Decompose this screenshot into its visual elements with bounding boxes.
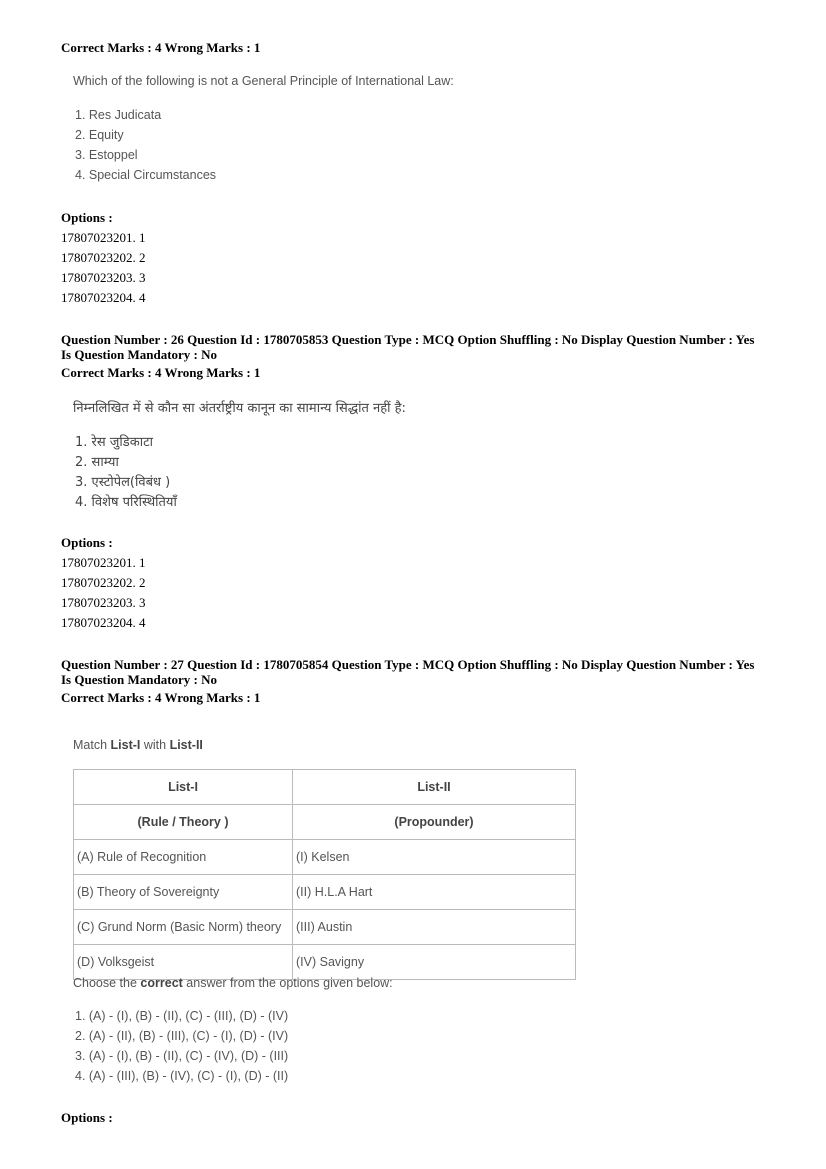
q27-choice: 2. (A) - (II), (B) - (III), (C) - (I), (D) - (IV) [75,1029,289,1043]
table-cell: (II) H.L.A Hart [293,875,576,910]
q27-choice: 1. (A) - (I), (B) - (II), (C) - (III), (D) - (IV) [75,1009,289,1023]
q26-option: 17807023202. 2 [61,575,146,590]
q25-choice: 3. Estoppel [75,148,138,162]
q26-choice: 3. एस्टोपेल(विबंध ) [75,475,171,490]
q26-mandatory: Is Question Mandatory : No [61,347,218,362]
q27-choice: 4. (A) - (III), (B) - (IV), (C) - (I), (D) - (II) [75,1069,289,1083]
q27-choice: 3. (A) - (I), (B) - (II), (C) - (IV), (D) - (III) [75,1049,289,1063]
q25-option: 17807023204. 4 [61,290,146,305]
choose-instruction [73,976,393,990]
q26-header: Question Number : 26 Question Id : 1780705853 Question Type : MCQ Option Shuffling : No Display Question Number : Yes [61,332,755,347]
match-list1: List-I [110,738,141,752]
match-prefix: Match [73,738,111,752]
table-row [74,945,576,980]
q27-options-label: Options : [61,1110,113,1125]
match-with: with [140,738,170,752]
q25-option: 17807023203. 3 [61,270,146,285]
q26-option: 17807023203. 3 [61,595,146,610]
table-subheader-row [74,805,576,840]
table-row [74,910,576,945]
choose-suffix: answer from the options given below: [182,976,393,990]
table-cell: (C) Grund Norm (Basic Norm) theory [74,910,293,945]
choose-prefix: Choose the [73,976,141,990]
q25-option: 17807023202. 2 [61,250,146,265]
q27-mandatory: Is Question Mandatory : No [61,672,218,687]
q25-choice: 2. Equity [75,128,124,142]
q25-choice: 1. Res Judicata [75,108,162,122]
match-list2: List-II [169,738,203,752]
table-cell: (I) Kelsen [293,840,576,875]
table-cell: (IV) Savigny [293,945,576,980]
q26-choice: 4. विशेष परिस्थितियाँ [75,495,177,510]
q27-marks: Correct Marks : 4 Wrong Marks : 1 [61,690,261,705]
table-header-cell: (Rule / Theory ) [74,805,293,840]
q25-marks: Correct Marks : 4 Wrong Marks : 1 [61,40,261,55]
table-header-row [74,770,576,805]
q26-option: 17807023204. 4 [61,615,146,630]
table-cell: (B) Theory of Sovereignty [74,875,293,910]
q25-options-label: Options : [61,210,113,225]
table-cell: (III) Austin [293,910,576,945]
match-table [73,769,576,980]
q26-choice: 2. साम्या [75,455,119,470]
q27-header: Question Number : 27 Question Id : 1780705854 Question Type : MCQ Option Shuffling : No Display Question Number : Yes [61,657,755,672]
table-header-cell: List-I [74,770,293,805]
choose-bold: correct [140,976,183,990]
q25-question-text: Which of the following is not a General Principle of International Law: [73,74,454,88]
table-row [74,840,576,875]
q26-choice: 1. रेस जुडिकाटा [75,435,154,450]
q26-question-text: निम्नलिखित में से कौन सा अंतर्राष्ट्रीय कानून का सामान्य सिद्धांत नहीं है: [73,401,406,416]
q26-options-label: Options : [61,535,113,550]
table-cell: (D) Volksgeist [74,945,293,980]
table-header-cell: List-II [293,770,576,805]
table-cell: (A) Rule of Recognition [74,840,293,875]
q26-option: 17807023201. 1 [61,555,146,570]
q26-marks: Correct Marks : 4 Wrong Marks : 1 [61,365,261,380]
table-row [74,875,576,910]
q25-option: 17807023201. 1 [61,230,146,245]
table-header-cell: (Propounder) [293,805,576,840]
q25-choice: 4. Special Circumstances [75,168,217,182]
